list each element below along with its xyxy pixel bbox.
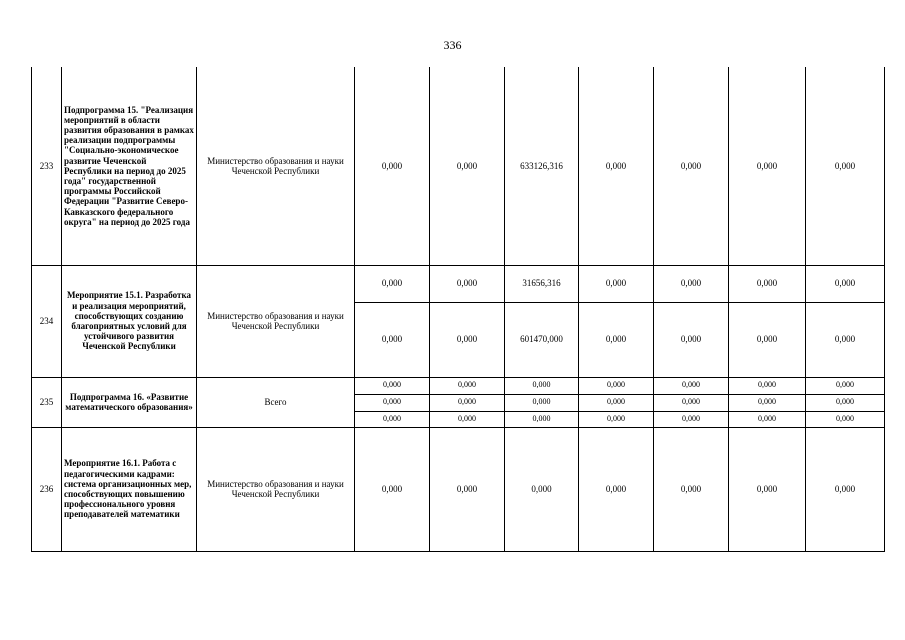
value-cell: 0,000 [654,67,729,265]
table-row [32,377,885,394]
page-number: 336 [443,38,462,52]
row-executor: Министерство образования и науки Чеченской Республики [197,265,355,377]
row-executor: Министерство образования и науки Чеченской Республики [197,427,355,551]
row-number: 235 [32,377,62,427]
value-cell: 0,000 [729,394,806,411]
value-cell: 0,000 [579,427,654,551]
value-cell: 0,000 [355,394,430,411]
value-cell: 0,000 [579,265,654,302]
row-name: Мероприятие 16.1. Работа с педагогическими кадрами: система организационных мер, способствующих повышению профессионального уровня преподавателей математики [62,427,197,551]
value-cell: 0,000 [806,67,885,265]
value-cell: 0,000 [579,377,654,394]
value-cell: 0,000 [806,411,885,427]
value-cell: 0,000 [806,427,885,551]
value-cell: 0,000 [729,302,806,377]
value-cell: 0,000 [355,265,430,302]
value-cell: 0,000 [729,67,806,265]
row-number: 236 [32,427,62,551]
value-cell: 0,000 [806,394,885,411]
value-cell: 0,000 [579,302,654,377]
value-cell: 0,000 [654,427,729,551]
row-name: Подпрограмма 15. "Реализация мероприятий в области развития образования в рамках реализации подпрограммы "Социально-экономическое развитие Чеченской Республики на период до 2025 года" государственной программы Российской Федерации "Развитие Северо-Кавказского федерального округа" на период до 2025 года [62,67,197,265]
table-row [32,265,885,302]
value-cell: 0,000 [505,427,579,551]
value-cell: 0,000 [355,411,430,427]
value-cell: 633126,316 [505,67,579,265]
value-cell: 0,000 [430,411,505,427]
value-cell: 0,000 [654,302,729,377]
value-cell: 0,000 [430,394,505,411]
value-cell: 0,000 [729,377,806,394]
value-cell: 0,000 [430,265,505,302]
value-cell: 0,000 [579,411,654,427]
value-cell: 0,000 [505,411,579,427]
value-cell: 0,000 [806,377,885,394]
value-cell: 0,000 [806,302,885,377]
value-cell: 0,000 [430,67,505,265]
row-number: 234 [32,265,62,377]
value-cell: 0,000 [729,411,806,427]
value-cell: 0,000 [355,302,430,377]
row-executor: Министерство образования и науки Чеченской Республики [197,67,355,265]
value-cell: 601470,000 [505,302,579,377]
value-cell: 0,000 [654,411,729,427]
row-executor: Всего [197,377,355,427]
value-cell: 0,000 [355,427,430,551]
value-cell: 0,000 [430,427,505,551]
value-cell: 0,000 [654,377,729,394]
value-cell: 0,000 [729,427,806,551]
budget-table [31,67,885,552]
value-cell: 0,000 [505,394,579,411]
value-cell: 0,000 [654,394,729,411]
value-cell: 31656,316 [505,265,579,302]
value-cell: 0,000 [654,265,729,302]
value-cell: 0,000 [355,377,430,394]
value-cell: 0,000 [806,265,885,302]
table-row [32,67,885,265]
value-cell: 0,000 [579,67,654,265]
value-cell: 0,000 [505,377,579,394]
value-cell: 0,000 [579,394,654,411]
row-number: 233 [32,67,62,265]
value-cell: 0,000 [729,265,806,302]
value-cell: 0,000 [355,67,430,265]
value-cell: 0,000 [430,377,505,394]
row-name: Мероприятие 15.1. Разработка и реализация мероприятий, способствующих созданию благоприятных условий для устойчивого развития Чеченской Республики [62,265,197,377]
table-row [32,427,885,551]
value-cell: 0,000 [430,302,505,377]
row-name: Подпрограмма 16. «Развитие математического образования» [62,377,197,427]
